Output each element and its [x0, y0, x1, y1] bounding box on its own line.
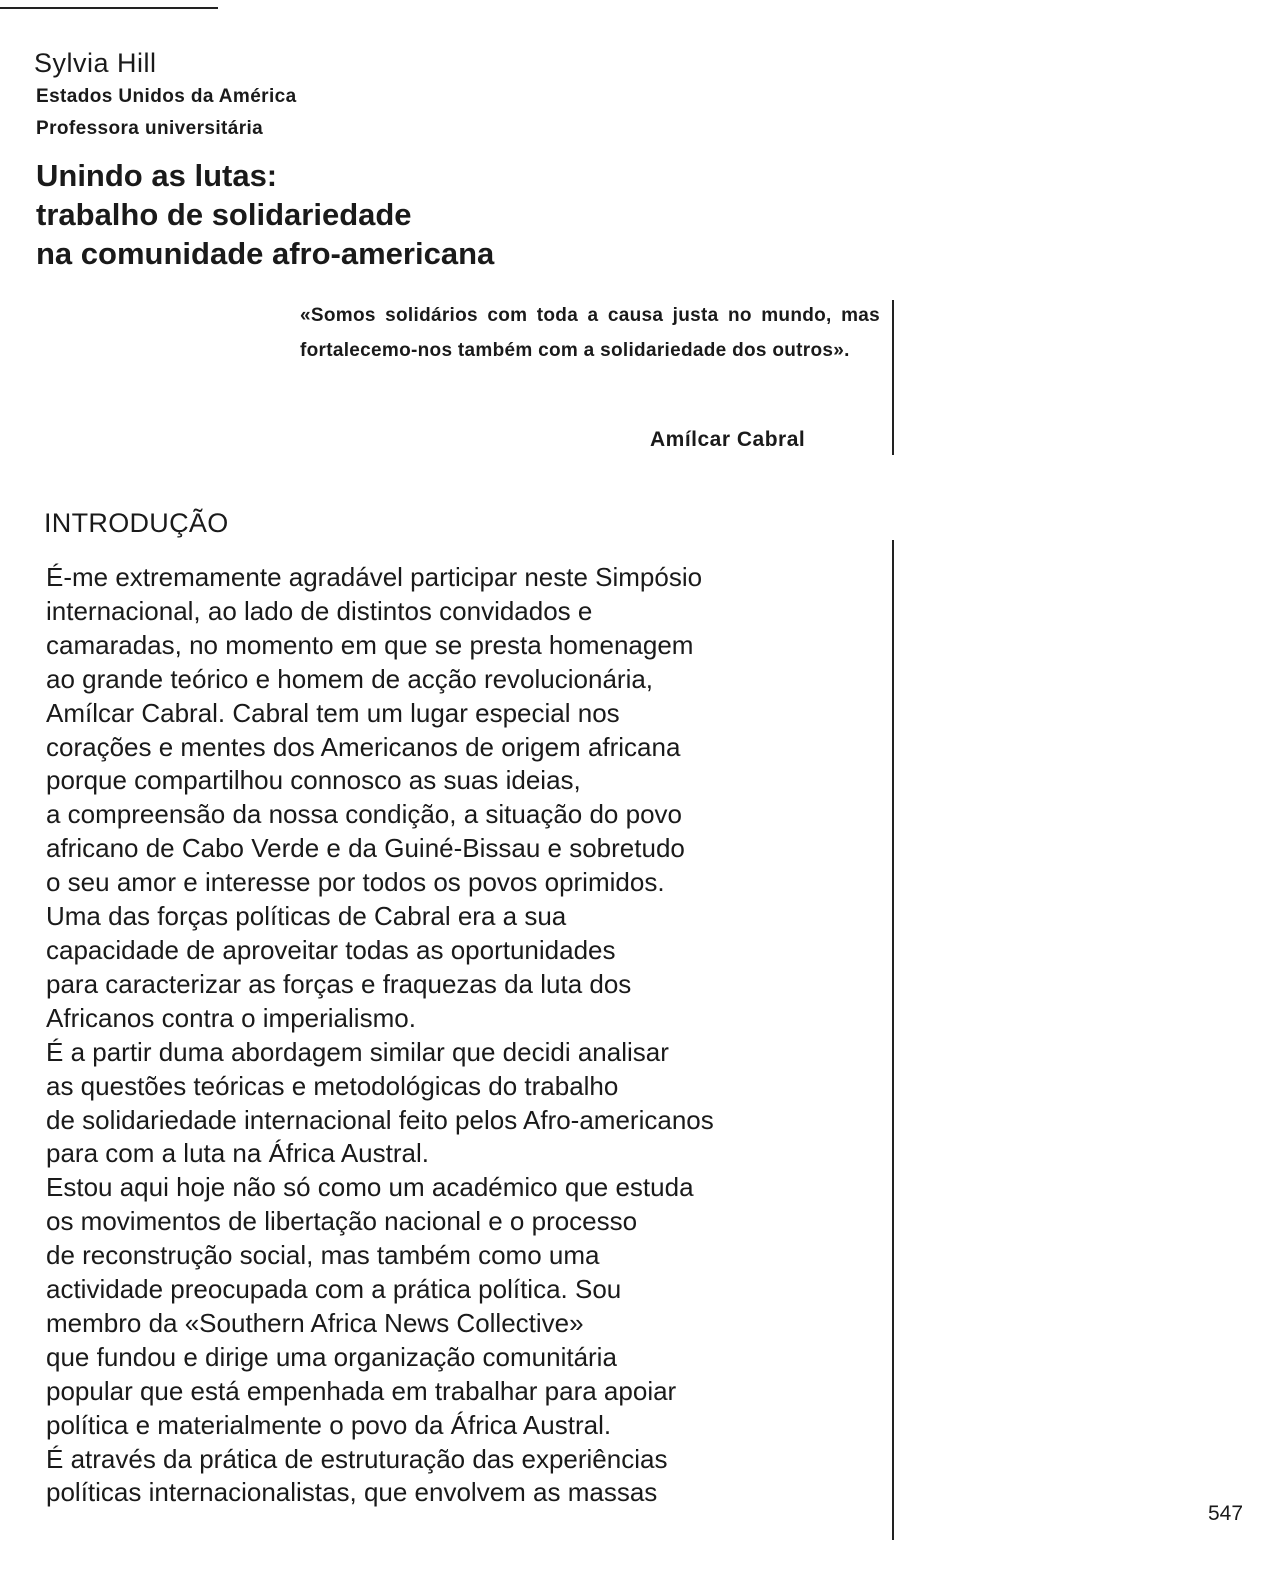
- page-number: 547: [1208, 1502, 1244, 1525]
- body-line: camaradas, no momento em que se presta homenagem: [46, 629, 694, 660]
- title-line: na comunidade afro-americana: [36, 236, 495, 271]
- body-line: política e materialmente o povo da África Austral.: [46, 1409, 612, 1440]
- body-line: de solidariedade internacional feito pelos Afro-americanos: [46, 1104, 714, 1135]
- author-role: Professora universitária: [36, 118, 264, 139]
- body-line: Amílcar Cabral. Cabral tem um lugar especial nos: [46, 697, 620, 728]
- title-line: Unindo as lutas:: [36, 158, 278, 193]
- body-line: porque compartilhou connosco as suas ideias,: [46, 765, 581, 796]
- body-line: ao grande teórico e homem de acção revolucionária,: [46, 663, 654, 694]
- title-line: trabalho de solidariedade: [36, 197, 412, 232]
- section-heading: INTRODUÇÃO: [44, 508, 229, 538]
- top-rule: [0, 7, 218, 9]
- body-line: É-me extremamente agradável participar neste Simpósio: [46, 562, 703, 592]
- author-country: Estados Unidos da América: [36, 86, 297, 107]
- body-line: para com a luta na África Austral.: [46, 1138, 429, 1169]
- body-line: para caracterizar as forças e fraquezas da luta dos: [46, 968, 632, 999]
- body-line: capacidade de aproveitar todas as oportunidades: [46, 934, 616, 965]
- body-text: [46, 561, 891, 1510]
- body-line: africano de Cabo Verde e da Guiné-Bissau e sobretudo: [46, 833, 685, 864]
- body-line: É a partir duma abordagem similar que decidi analisar: [46, 1036, 669, 1067]
- body-line: que fundou e dirige uma organização comunitária: [46, 1341, 617, 1372]
- body-line: Uma das forças políticas de Cabral era a sua: [46, 901, 567, 932]
- epigraph-quote: «Somos solidários com toda a causa justa no mundo, mas fortalecemo-nos também com a solidariedade dos outros».: [300, 305, 880, 361]
- body-line: internacional, ao lado de distintos convidados e: [46, 595, 593, 626]
- body-line: É através da prática de estruturação das experiências: [46, 1443, 668, 1474]
- margin-rule: [892, 300, 894, 455]
- body-line: membro da «Southern Africa News Collective»: [46, 1307, 584, 1338]
- body-line: actividade preocupada com a prática política. Sou: [46, 1274, 622, 1305]
- body-line: Estou aqui hoje não só como um académico que estuda: [46, 1172, 694, 1203]
- epigraph-author: Amílcar Cabral: [650, 428, 806, 451]
- author-name: Sylvia Hill: [34, 48, 157, 78]
- body-line: o seu amor e interesse por todos os povos oprimidos.: [46, 867, 665, 898]
- body-line: a compreensão da nossa condição, a situação do povo: [46, 799, 682, 830]
- body-line: as questões teóricas e metodológicas do trabalho: [46, 1070, 619, 1101]
- margin-rule: [892, 540, 894, 1540]
- article-title: [36, 156, 494, 273]
- body-line: popular que está empenhada em trabalhar para apoiar: [46, 1375, 677, 1406]
- body-line: corações e mentes dos Americanos de origem africana: [46, 731, 681, 762]
- body-line: de reconstrução social, mas também como uma: [46, 1240, 600, 1271]
- body-line: Africanos contra o imperialismo.: [46, 1002, 416, 1033]
- body-line: políticas internacionalistas, que envolvem as massas: [46, 1477, 658, 1508]
- body-line: os movimentos de libertação nacional e o processo: [46, 1206, 638, 1237]
